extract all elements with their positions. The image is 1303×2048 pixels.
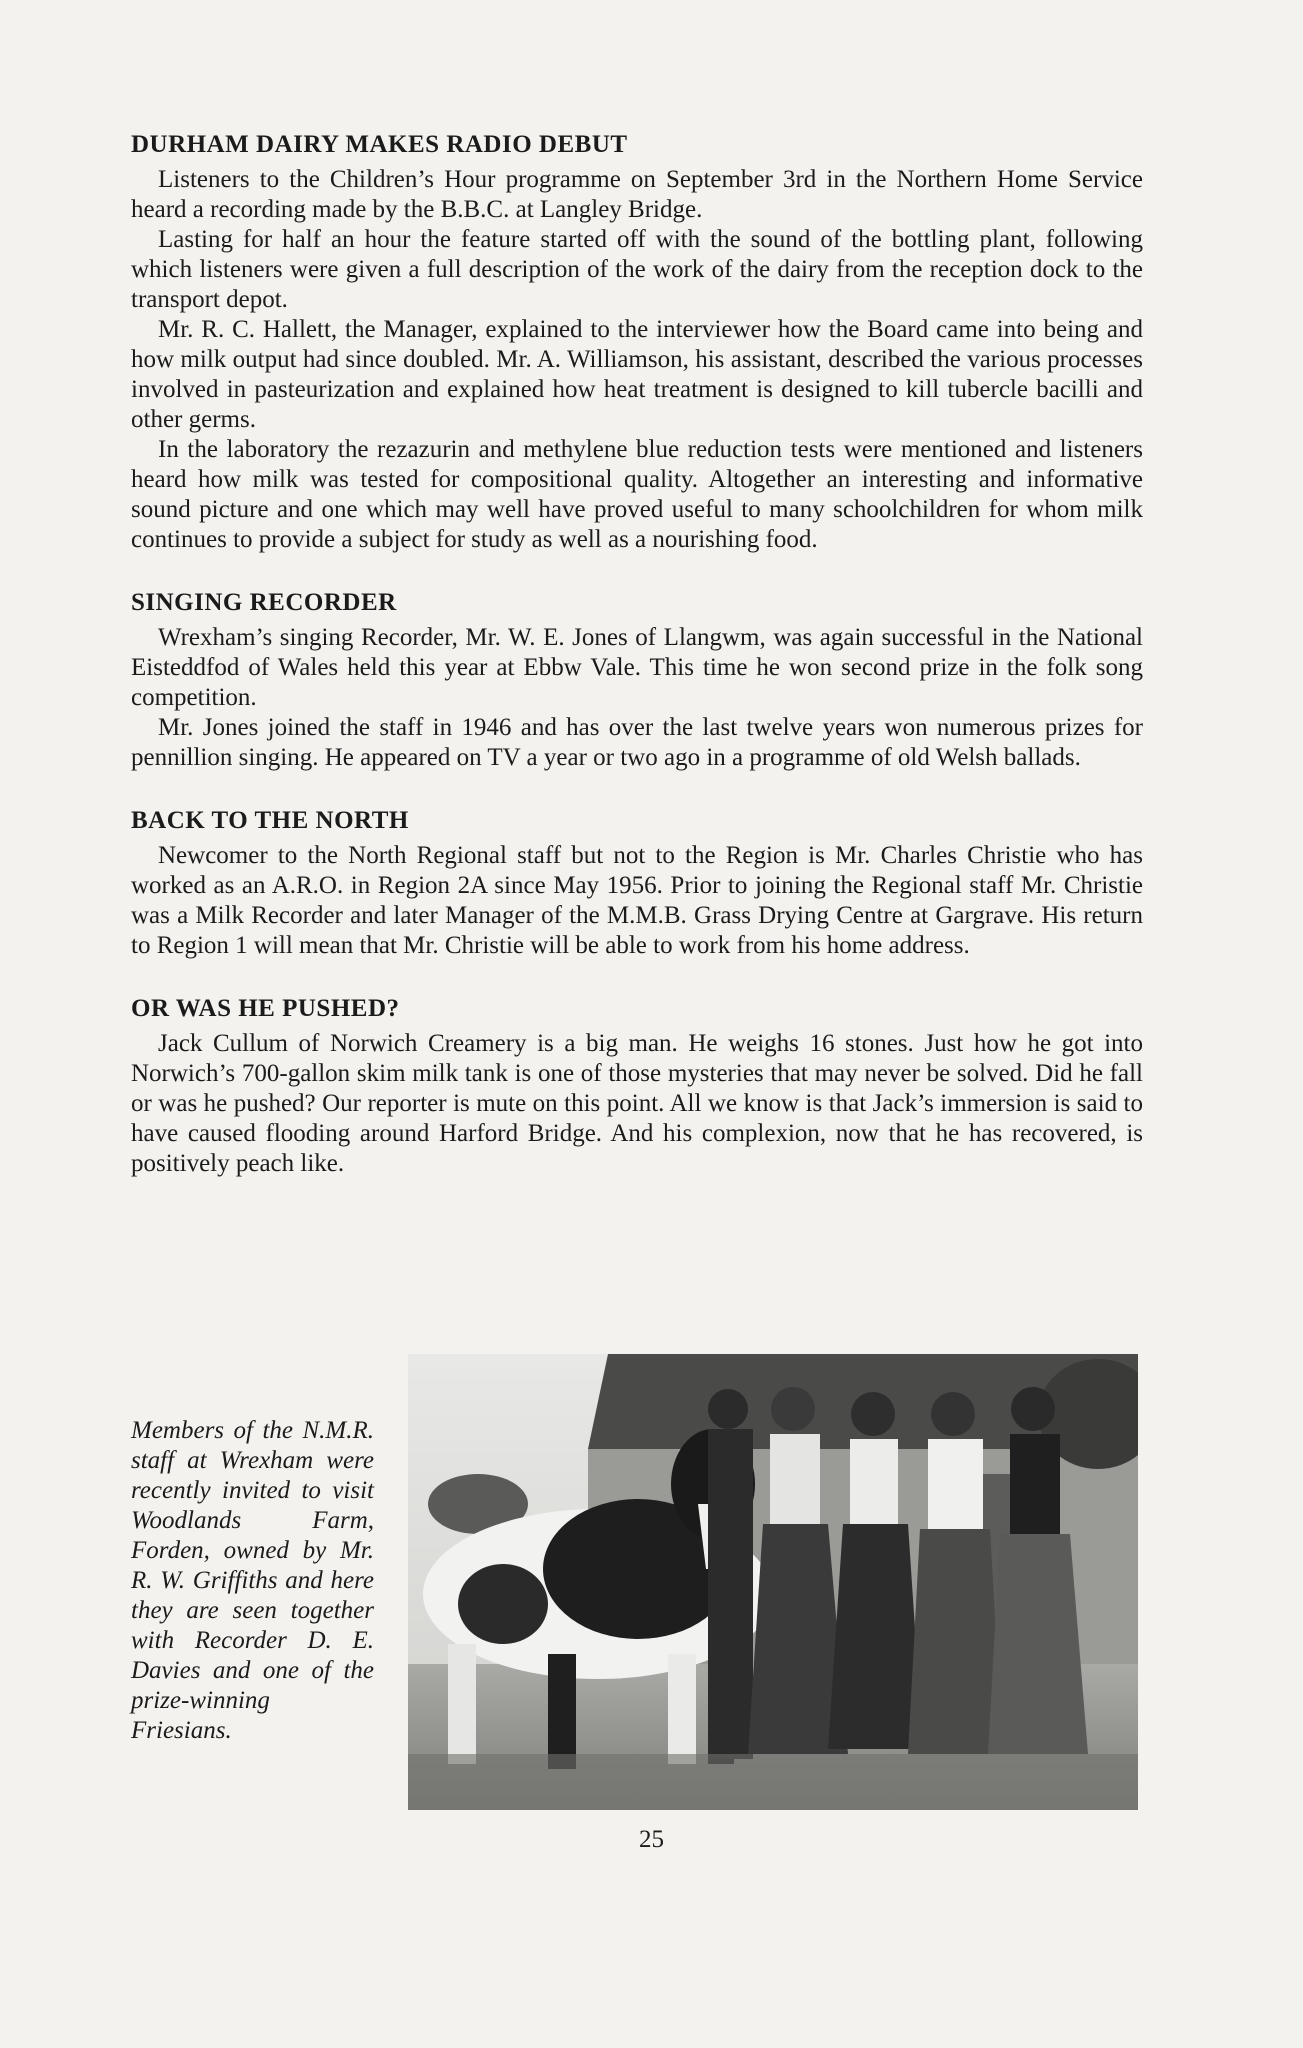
article-column (131, 130, 1143, 1212)
paragraph: In the laboratory the rezazurin and methylene blue reduction tests were mentioned and listeners heard how milk was tested for compositional quality. Altogether an interesting and informative sound picture and one which may well have proved useful to many schoolchildren for whom milk continues to provide a subject for study as well as a nourishing food. (131, 436, 1143, 553)
paragraph: Mr. R. C. Hallett, the Manager, explained to the interviewer how the Board came into being and how milk output had since doubled. Mr. A. Williamson, his assistant, described the various processes involved in pasteurization and explained how heat treatment is designed to kill tubercle bacilli and other germs. (131, 316, 1143, 433)
section-heading: DURHAM DAIRY MAKES RADIO DEBUT (131, 131, 628, 158)
page-number: 25 (639, 1826, 664, 1853)
paragraph: Lasting for half an hour the feature started off with the sound of the bottling plant, following which listeners were given a full description of the work of the dairy from the reception dock to the transport depot. (131, 226, 1143, 313)
figure-caption: Members of the N.M.R. staff at Wrexham were recently invited to visit Woodlands Farm, Forden, owned by Mr. R. W. Griffiths and here they are seen together with Recorder D. E. Davies and one of the prize-winning Friesians. (131, 1417, 374, 1744)
section-durham-dairy (131, 130, 1143, 555)
paragraph: Listeners to the Children’s Hour programme on September 3rd in the Northern Home Service heard a recording made by the B.B.C. at Langley Bridge. (131, 166, 1143, 223)
paragraph: Newcomer to the North Regional staff but not to the Region is Mr. Charles Christie who has worked as an A.R.O. in Region 2A since May 1956. Prior to joining the Regional staff Mr. Christie was a Milk Recorder and later Manager of the M.M.B. Grass Drying Centre at Gargrave. His return to Region 1 will mean that Mr. Christie will be able to work from his home address. (131, 842, 1143, 959)
photo-illustration (408, 1354, 1138, 1810)
figure (131, 1354, 1143, 1814)
section-or-was-he-pushed (131, 994, 1143, 1179)
section-singing-recorder (131, 588, 1143, 773)
paragraph: Wrexham’s singing Recorder, Mr. W. E. Jones of Llangwm, was again successful in the National Eisteddfod of Wales held this year at Ebbw Vale. This time he won second prize in the folk song competition. (131, 624, 1143, 711)
paragraph: Mr. Jones joined the staff in 1946 and has over the last twelve years won numerous prizes for pennillion singing. He appeared on TV a year or two ago in a programme of old Welsh ballads. (131, 714, 1143, 771)
paragraph: Jack Cullum of Norwich Creamery is a big man. He weighs 16 stones. Just how he got into Norwich’s 700-gallon skim milk tank is one of those mysteries that may never be solved. Did he fall or was he pushed? Our reporter is mute on this point. All we know is that Jack’s immersion is said to have caused flooding around Harford Bridge. And his complexion, now that he has recovered, is positively peach like. (131, 1030, 1143, 1177)
section-heading: SINGING RECORDER (131, 589, 397, 616)
section-back-to-the-north (131, 806, 1143, 961)
photograph-cow-and-staff (408, 1354, 1138, 1810)
section-heading: OR WAS HE PUSHED? (131, 995, 400, 1022)
section-heading: BACK TO THE NORTH (131, 807, 409, 834)
